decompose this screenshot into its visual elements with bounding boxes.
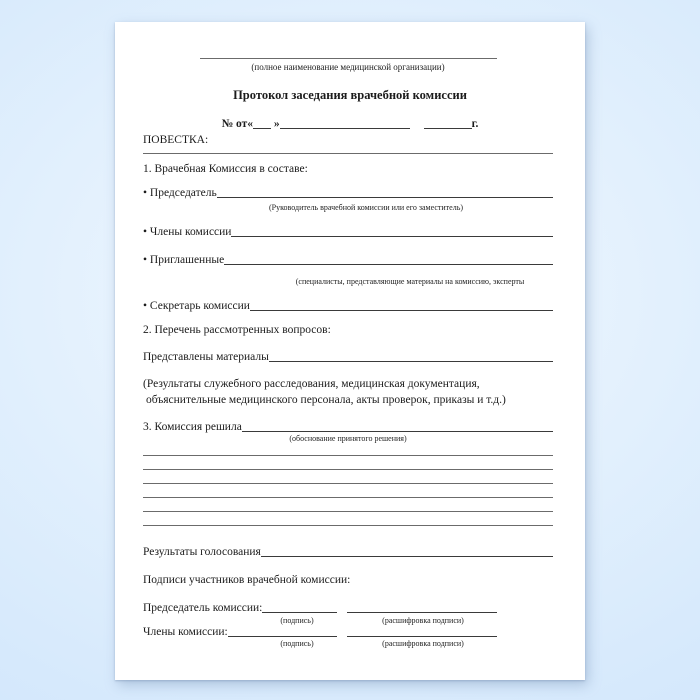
signature-chairman-sign-blank xyxy=(262,612,337,613)
field-decision-blank xyxy=(242,431,553,432)
signature-members-name-caption: (расшифровка подписи) xyxy=(382,639,464,648)
field-decision xyxy=(143,419,553,434)
field-secretary-blank xyxy=(250,310,553,311)
signature-row-members xyxy=(143,624,497,639)
document-title: Протокол заседания врачебной комиссии xyxy=(233,88,467,102)
field-chairman-blank xyxy=(217,197,553,198)
field-decision-caption: (обоснование принятого решения) xyxy=(289,434,407,443)
signature-chairman-name-blank xyxy=(347,612,497,613)
month-blank-field xyxy=(280,128,410,129)
field-voting-results-blank xyxy=(261,556,553,557)
field-commission-members-label: • Члены комиссии xyxy=(143,226,232,238)
field-commission-members xyxy=(143,224,553,239)
number-prefix: № от« xyxy=(221,118,253,130)
field-materials xyxy=(143,349,553,364)
agenda-label: ПОВЕСТКА: xyxy=(143,134,209,146)
org-name-blank-line xyxy=(200,58,497,59)
field-invited xyxy=(143,252,553,267)
protocol-document-page xyxy=(115,22,585,680)
field-secretary xyxy=(143,298,553,313)
section1-heading: 1. Врачебная Комиссия в составе: xyxy=(143,163,308,175)
field-invited-label: • Приглашенные xyxy=(143,254,225,266)
signature-members-sign-caption: (подпись) xyxy=(280,639,314,648)
signature-row-chairman xyxy=(143,600,497,615)
blank-writing-line xyxy=(143,455,553,456)
protocol-number-line xyxy=(115,116,585,131)
field-chairman xyxy=(143,185,553,200)
blank-writing-line xyxy=(143,525,553,526)
materials-note-line1: (Результаты служебного расследования, медицинская документация, xyxy=(143,378,480,390)
signature-chairman-name-caption: (расшифровка подписи) xyxy=(382,616,464,625)
field-materials-label: Представлены материалы xyxy=(143,351,269,363)
signature-members-name-blank xyxy=(347,636,497,637)
field-invited-caption: (специалисты, представляющие материалы на комиссию, эксперты xyxy=(295,277,525,286)
field-invited-blank xyxy=(224,264,553,265)
field-voting-results xyxy=(143,544,553,559)
blank-writing-line xyxy=(143,483,553,484)
materials-note-line2: объяснительные медицинского персонала, акты проверок, приказы и т.д.) xyxy=(146,394,506,406)
field-commission-members-blank xyxy=(231,236,553,237)
field-voting-results-label: Результаты голосования xyxy=(143,546,261,558)
blank-writing-line xyxy=(143,497,553,498)
number-close-quote: » xyxy=(271,118,280,130)
field-decision-label: 3. Комиссия решила xyxy=(143,421,242,433)
agenda-blank-line xyxy=(143,153,553,154)
day-blank-field xyxy=(253,128,271,129)
signature-chairman-sign-caption: (подпись) xyxy=(280,616,314,625)
org-name-caption: (полное наименование медицинской организации) xyxy=(251,62,445,72)
field-chairman-caption: (Руководитель врачебной комиссии или его заместитель) xyxy=(268,203,464,212)
field-materials-blank xyxy=(269,361,553,362)
signature-members-sign-blank xyxy=(228,636,337,637)
year-blank-field xyxy=(424,128,472,129)
field-secretary-label: • Секретарь комиссии xyxy=(143,300,250,312)
year-suffix: г. xyxy=(471,118,479,130)
blank-writing-line xyxy=(143,511,553,512)
section2-heading: 2. Перечень рассмотренных вопросов: xyxy=(143,324,331,336)
signature-chairman-label: Председатель комиссии: xyxy=(143,602,263,614)
signature-members-label: Члены комиссии: xyxy=(143,626,228,638)
blank-writing-line xyxy=(143,469,553,470)
signatures-heading: Подписи участников врачебной комиссии: xyxy=(143,574,351,586)
field-chairman-label: • Председатель xyxy=(143,187,217,199)
